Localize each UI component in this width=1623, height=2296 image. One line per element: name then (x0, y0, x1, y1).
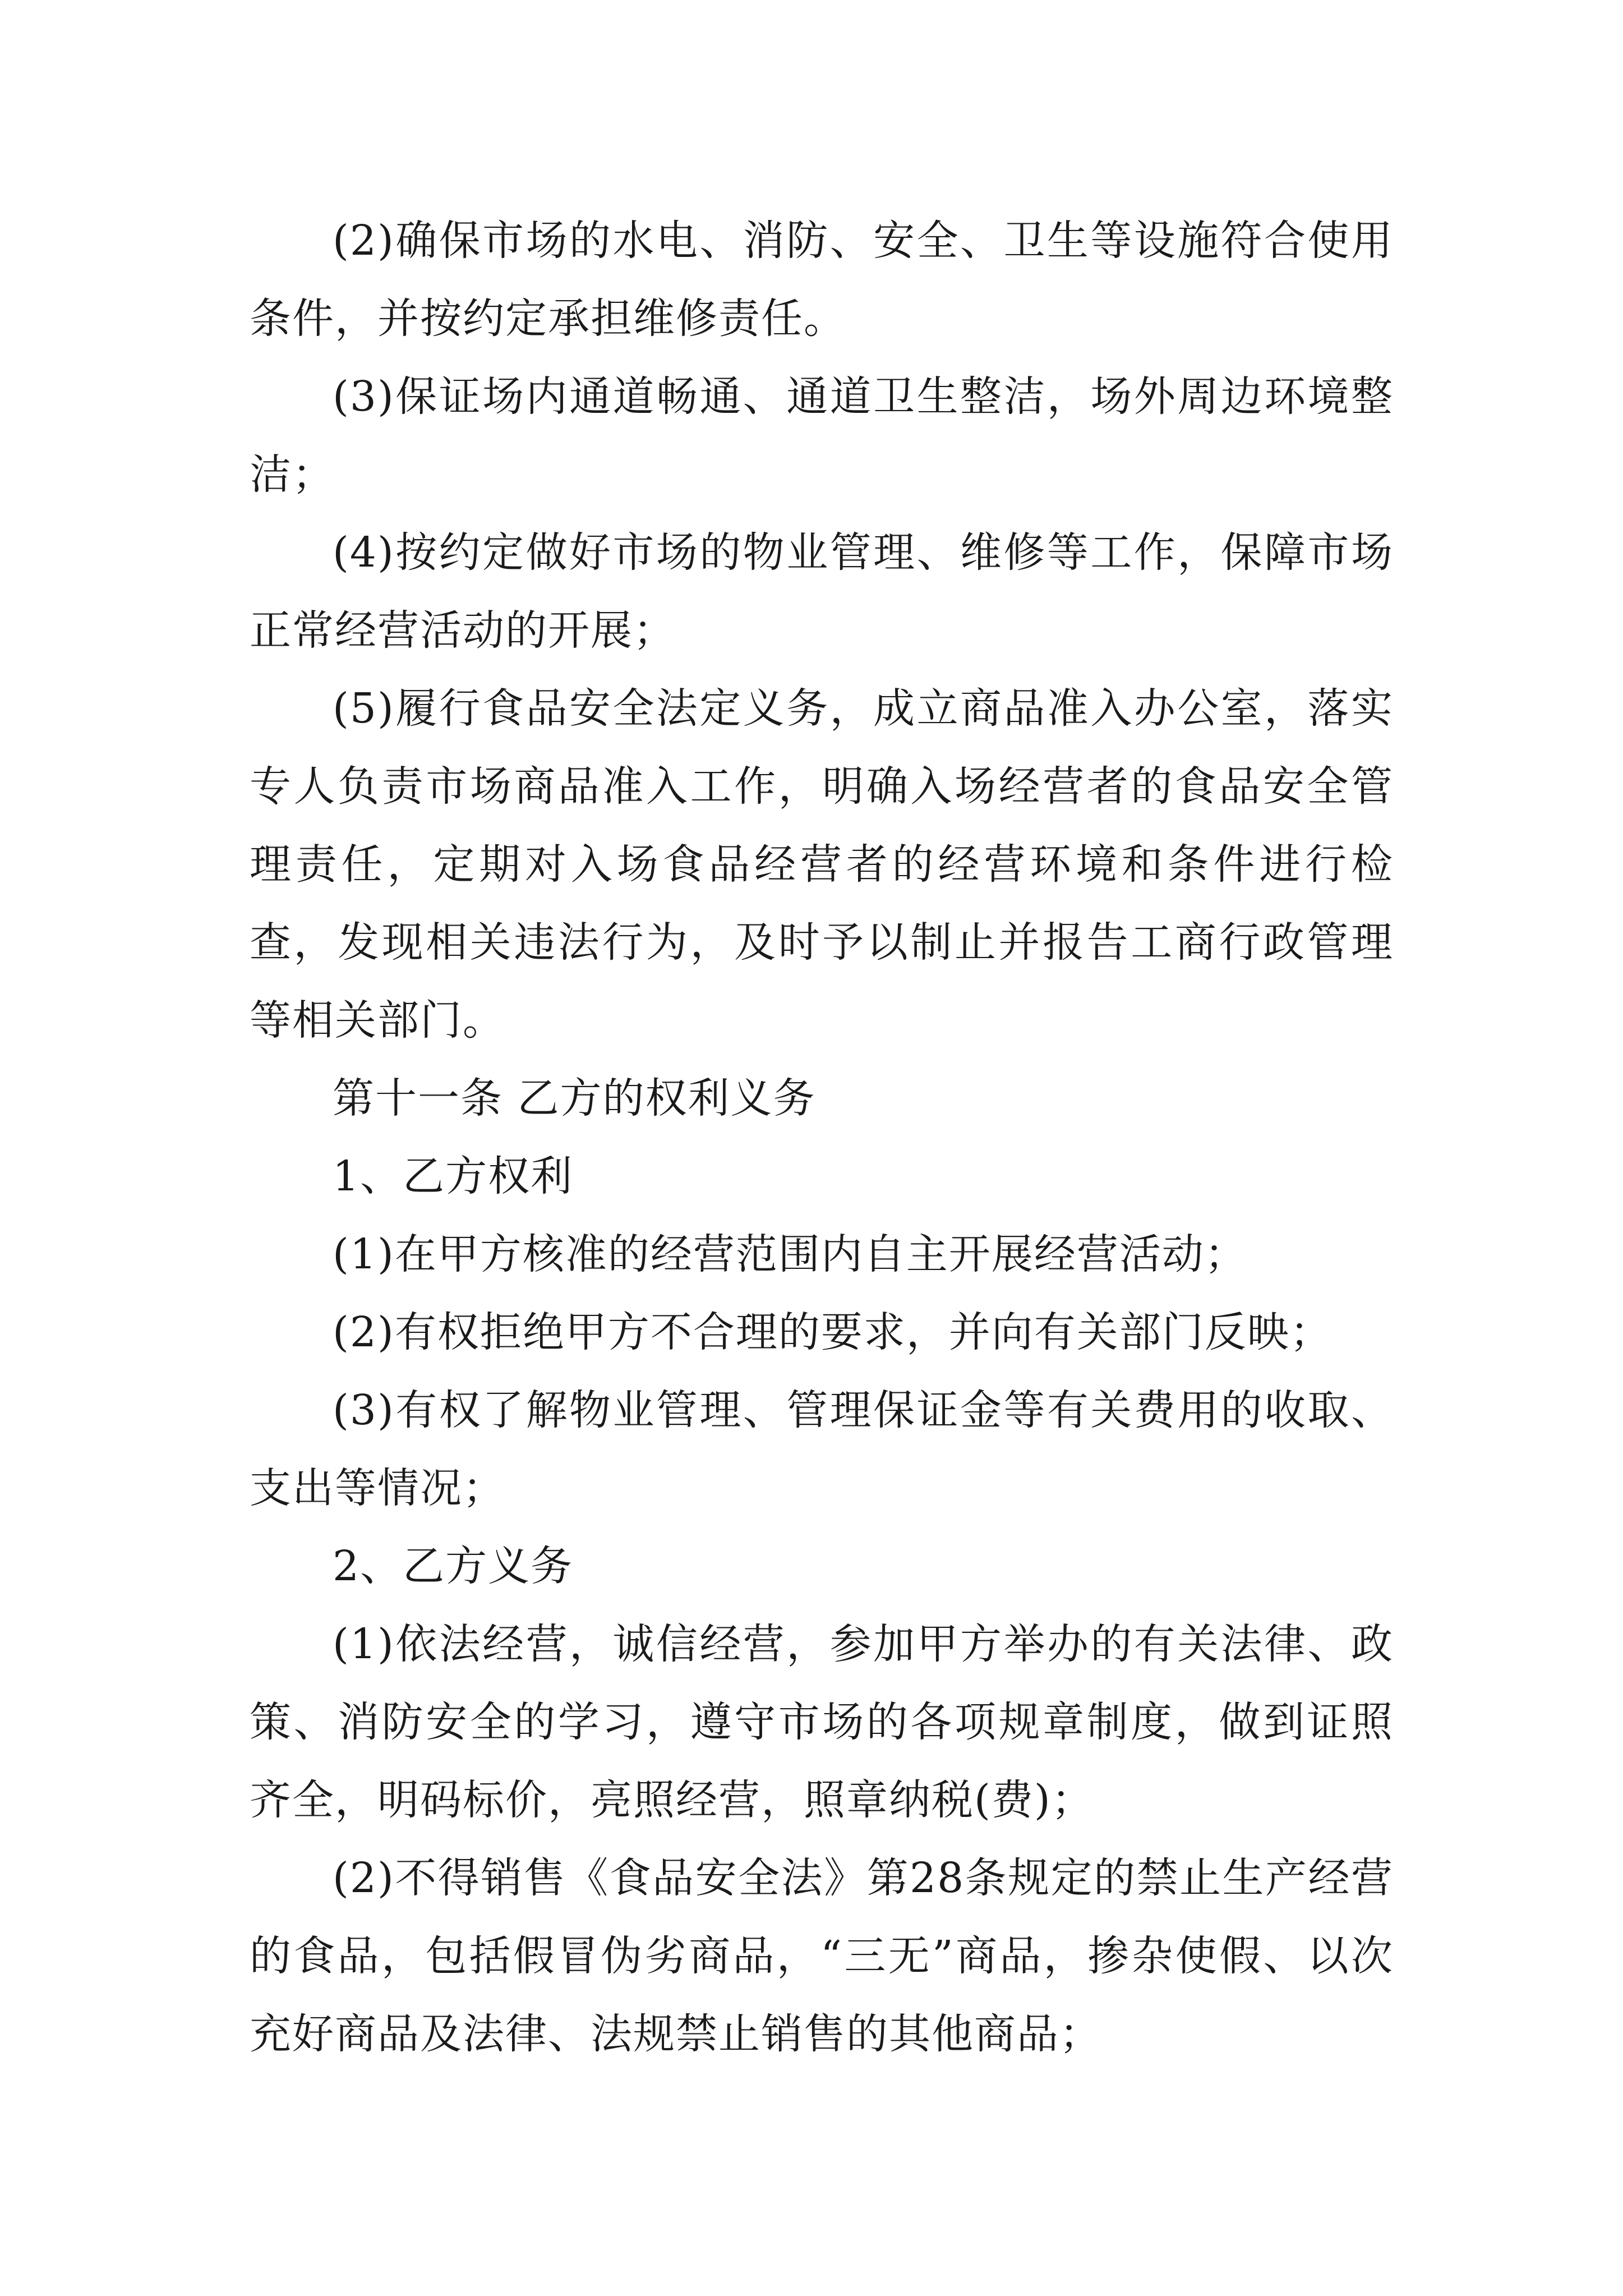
paragraph: (5)履行食品安全法定义务，成立商品准入办公室，落实专人负责市场商品准入工作，明确入场经营者的食品安全管理责任，定期对入场食品经营者的经营环境和条件进行检查，发现相关违法行为，及时予以制止并报告工商行政管理等相关部门。 (250, 684, 1394, 1045)
paragraph: (3)保证场内通道畅通、通道卫生整洁，场外周边环境整洁； (250, 372, 1394, 499)
subsection-heading: 2、乙方义务 (333, 1542, 574, 1590)
document-body (250, 202, 1394, 2073)
paragraph: (2)确保市场的水电、消防、安全、卫生等设施符合使用条件，并按约定承担维修责任。 (250, 217, 1394, 343)
paragraph: (2)有权拒绝甲方不合理的要求，并向有关部门反映； (333, 1308, 1332, 1356)
subsection-heading: 1、乙方权利 (333, 1152, 574, 1200)
paragraph: (2)不得销售《食品安全法》第28条规定的禁止生产经营的食品，包括假冒伪劣商品，“三无”商品，掺杂使假、以次充好商品及法律、法规禁止销售的其他商品； (250, 1854, 1394, 2058)
paragraph: (1)依法经营，诚信经营，参加甲方举办的有关法律、政策、消防安全的学习，遵守市场的各项规章制度，做到证照齐全，明码标价，亮照经营，照章纳税(费)； (250, 1620, 1394, 1824)
paragraph: (4)按约定做好市场的物业管理、维修等工作，保障市场正常经营活动的开展； (250, 528, 1394, 655)
paragraph: (1)在甲方核准的经营范围内自主开展经营活动； (333, 1230, 1247, 1278)
section-heading: 第十一条 乙方的权利义务 (333, 1074, 816, 1122)
paragraph: (3)有权了解物业管理、管理保证金等有关费用的收取、支出等情况； (250, 1386, 1394, 1512)
